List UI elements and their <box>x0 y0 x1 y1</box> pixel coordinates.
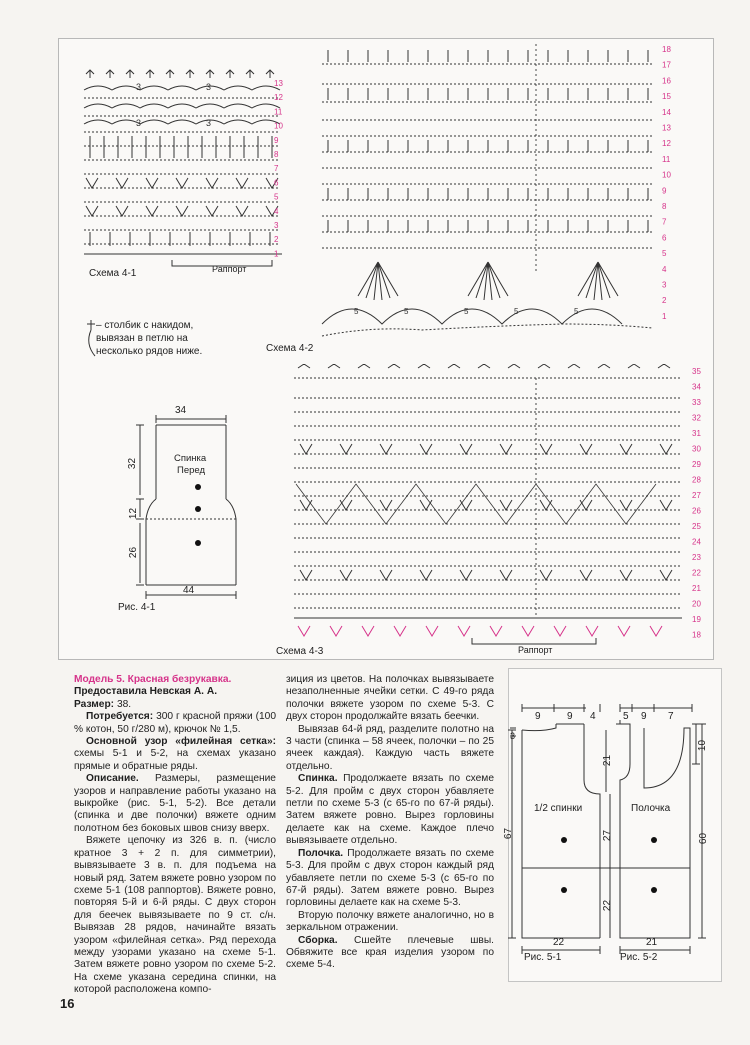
back-label: Спинка. <box>298 773 338 785</box>
description-label: Описание. <box>86 773 139 785</box>
fig-4-1-bottom-width: 44 <box>183 585 195 596</box>
scheme42-row-11: 11 <box>662 154 671 164</box>
scheme43-row-22: 22 <box>692 568 701 578</box>
assembly-label: Сборка. <box>298 934 338 946</box>
front-value: Продолжаете вязать по схеме 5-3. Для пройм с двух сторон каждый ряд убавляете петли по схеме 5-3 (с 65-го по 67-й ряды). Затем вяжете ровно. Вырез горловины делаете как на схеме 5-3. <box>286 847 494 909</box>
scheme42-row-10: 10 <box>662 170 671 180</box>
scheme42-row-7: 7 <box>662 217 667 227</box>
scheme-4-3-rapport-label: Раппорт <box>518 645 553 655</box>
svg-text:3: 3 <box>206 82 212 92</box>
article-column-2 <box>286 674 494 972</box>
scheme43-row-24: 24 <box>692 537 701 547</box>
scheme43-row-18: 18 <box>692 630 701 638</box>
scheme41-row-3: 3 <box>274 221 279 230</box>
article-author: Предоставила Невская А. А. <box>74 686 218 698</box>
paragraph-2: зиция из цветов. На полочках вывязываете незаполненные ячейки сетки. С 49-го ряда полочки вяжете узором по схеме 5-3. С двух сторон продолжайте вязать беечки. <box>286 674 494 723</box>
scheme-4-3-chart <box>290 364 686 642</box>
scheme-4-1-label: Схема 4-1 <box>89 268 137 279</box>
fig-4-1-back-label: Спинка <box>174 453 207 464</box>
scheme43-row-27: 27 <box>692 491 701 500</box>
svg-text:3: 3 <box>136 82 142 92</box>
article-column-1 <box>74 674 276 997</box>
article-title: Модель 5. Красная безрукавка. <box>74 674 232 685</box>
paragraph-4: Вторую полочку вяжете аналогично, но в зеркальном отражении. <box>286 909 494 934</box>
scheme43-row-20: 20 <box>692 599 701 609</box>
fig-4-1-front-label: Перед <box>177 465 206 476</box>
pattern-value: схемы 5-1 и 5-2, на схемах указано прямые и обратные ряды. <box>74 748 276 772</box>
scheme43-row-33: 33 <box>692 398 701 407</box>
scheme41-row-1: 1 <box>274 249 279 258</box>
assembly-value: Сшейте плечевые швы. Обвяжите все края изделия узором по схеме 5-4. <box>286 934 494 971</box>
scheme42-row-2: 2 <box>662 296 667 306</box>
back-value: Продолжаете вязать по схеме 5-2. Для пройм с двух сторон убавляете петли по схеме 5-3 (с 65-го по 67-й ряды). Затем вяжете ровно. Вырез горловины делаете как на схеме. Каждое плечо вывязываете отдельно. <box>286 773 494 847</box>
scheme42-row-6: 6 <box>662 233 667 243</box>
fig-5-dim-67: 67 <box>503 827 515 840</box>
scheme43-row-32: 32 <box>692 413 701 423</box>
legend-line-2: вывязан в петлю на <box>96 333 188 344</box>
fig-5-dim-5: 5 <box>623 711 629 722</box>
scheme-4-2-row-numbers <box>660 44 682 322</box>
fig-5-width-22: 22 <box>553 937 565 948</box>
scheme42-row-18: 18 <box>662 45 671 54</box>
scheme41-row-7: 7 <box>274 164 279 174</box>
legend-line-3: несколько рядов ниже. <box>96 346 203 357</box>
fig-5-dim-22: 22 <box>602 899 614 912</box>
scheme42-row-13: 13 <box>662 123 671 133</box>
scheme42-row-1: 1 <box>662 311 667 321</box>
rapport-bracket-4-1 <box>170 258 280 268</box>
size-label: Размер: <box>74 698 115 710</box>
scheme41-row-9: 9 <box>274 135 279 145</box>
front-label: Полочка. <box>298 847 344 859</box>
fig-5-back-label: 1/2 спинки <box>534 803 583 814</box>
fig-4-1-top-width: 34 <box>175 405 187 416</box>
scheme41-row-8: 8 <box>274 150 279 159</box>
scheme41-row-13: 13 <box>274 79 283 88</box>
scheme-4-1-chart <box>80 68 290 268</box>
scheme43-row-21: 21 <box>692 584 701 593</box>
scheme42-row-5: 5 <box>662 249 667 259</box>
scheme42-row-4: 4 <box>662 264 667 274</box>
fig-5-dim-27: 27 <box>602 829 614 842</box>
svg-text:5: 5 <box>574 307 579 316</box>
fig-5-dim-4: 4 <box>590 711 596 722</box>
svg-text:5: 5 <box>514 307 519 316</box>
scheme42-row-16: 16 <box>662 76 671 86</box>
fig-5-dim-9a: 9 <box>535 711 541 722</box>
scheme43-row-19: 19 <box>692 615 701 624</box>
scheme42-row-15: 15 <box>662 92 671 102</box>
fig-5-dim-21: 21 <box>602 754 614 767</box>
scheme43-row-34: 34 <box>692 382 701 392</box>
fig-5-dim-60: 60 <box>698 832 710 845</box>
size-value: 38. <box>116 698 132 710</box>
scheme43-row-26: 26 <box>692 506 701 516</box>
scheme41-row-6: 6 <box>274 178 279 188</box>
pattern-label: Основной узор «филейная сетка»: <box>86 736 276 748</box>
svg-text:5: 5 <box>354 307 359 316</box>
scheme43-row-25: 25 <box>692 522 701 531</box>
fig-5-front-label: Полочка <box>631 803 671 814</box>
scheme-4-3-row-numbers <box>690 366 712 638</box>
fig-4-1-height-1: 32 <box>127 457 139 470</box>
scheme41-row-11: 11 <box>274 107 283 117</box>
fig-5-width-21: 21 <box>646 937 658 948</box>
scheme42-row-3: 3 <box>662 280 667 290</box>
needs-label: Потребуется: <box>86 711 154 723</box>
scheme43-row-30: 30 <box>692 444 701 454</box>
paragraph-1: Вяжете цепочку из 326 в. п. (число кратное 3 + 2 п. для симметрии), вывязываете 3 в. п. для подъема на новый ряд. Затем вяжете ровно узором по схеме 5-1 (108 раппортов). Вяжете ровно, повторяя 5-й и 6-й ряды. С двух сторон для беечек вывязываете по 9 ст. с/н. Вывязав 28 рядов, начинайте вязать узором «филейная сетка». Ряд перехода между узорами указано на схеме 5-1. Затем вяжете ровно узором по схеме 5-2. На схеме указана середина спинки, на которой расположена компо- <box>74 835 276 996</box>
scheme42-row-17: 17 <box>662 60 671 70</box>
scheme-4-2-chart <box>318 44 660 340</box>
scheme42-row-14: 14 <box>662 107 671 117</box>
scheme-4-1-rapport-label: Раппорт <box>212 264 247 274</box>
scheme43-row-29: 29 <box>692 460 701 469</box>
svg-text:3: 3 <box>136 118 142 128</box>
scheme41-row-12: 12 <box>274 93 283 103</box>
description-value: Размеры, размещение узоров и направление работы указано на выкройке (рис. 5-1, 5-2). Все детали (спинка и две полочки) вяжете одним полотном без боковых швов снизу вверх. <box>74 773 276 834</box>
scheme43-row-28: 28 <box>692 475 701 485</box>
scheme42-row-9: 9 <box>662 186 667 196</box>
scheme41-row-2: 2 <box>274 235 279 245</box>
fig-4-1-caption: Рис. 4-1 <box>118 602 156 613</box>
scheme43-row-23: 23 <box>692 553 701 562</box>
fig-4-1-height-2: 12 <box>128 507 140 520</box>
scheme-4-3-label: Схема 4-3 <box>276 646 324 657</box>
scheme41-row-5: 5 <box>274 192 279 202</box>
fig-5-2-caption: Рис. 5-2 <box>620 952 658 963</box>
scheme41-row-4: 4 <box>274 206 279 216</box>
fig-5-1-caption: Рис. 5-1 <box>524 952 562 963</box>
fig-5-dim-9b: 9 <box>567 711 573 722</box>
fig-5-dim-10: 10 <box>697 739 709 752</box>
scheme42-row-12: 12 <box>662 139 671 149</box>
legend-line-1: – столбик с накидом, <box>96 320 194 331</box>
svg-text:3: 3 <box>206 118 212 128</box>
scheme43-row-35: 35 <box>692 367 701 376</box>
svg-text:5: 5 <box>404 307 409 316</box>
fig-5-dim-7: 7 <box>668 711 674 722</box>
fig-5-dim-9c: 9 <box>641 711 647 722</box>
scheme42-row-8: 8 <box>662 202 667 211</box>
scheme41-row-10: 10 <box>274 121 283 131</box>
svg-text:5: 5 <box>464 307 469 316</box>
scheme43-row-31: 31 <box>692 429 701 438</box>
fig-5-dim-3: 3 <box>510 731 516 741</box>
page-number: 16 <box>60 996 75 1011</box>
needs-value: 300 г красной пряжи (100 % котон, 50 г/280 м), крючок № 1,5. <box>74 711 276 735</box>
paragraph-3: Вывязав 64-й ряд, разделите полотно на 3 части (спинка – 58 ячеек, полочки – по 25 ячеек каждая). Каждую часть вяжете отдельно. <box>286 723 494 772</box>
fig-4-1-height-3: 26 <box>128 546 140 559</box>
scheme-4-2-label: Схема 4-2 <box>266 343 314 354</box>
scheme-4-1-row-numbers <box>272 78 294 258</box>
